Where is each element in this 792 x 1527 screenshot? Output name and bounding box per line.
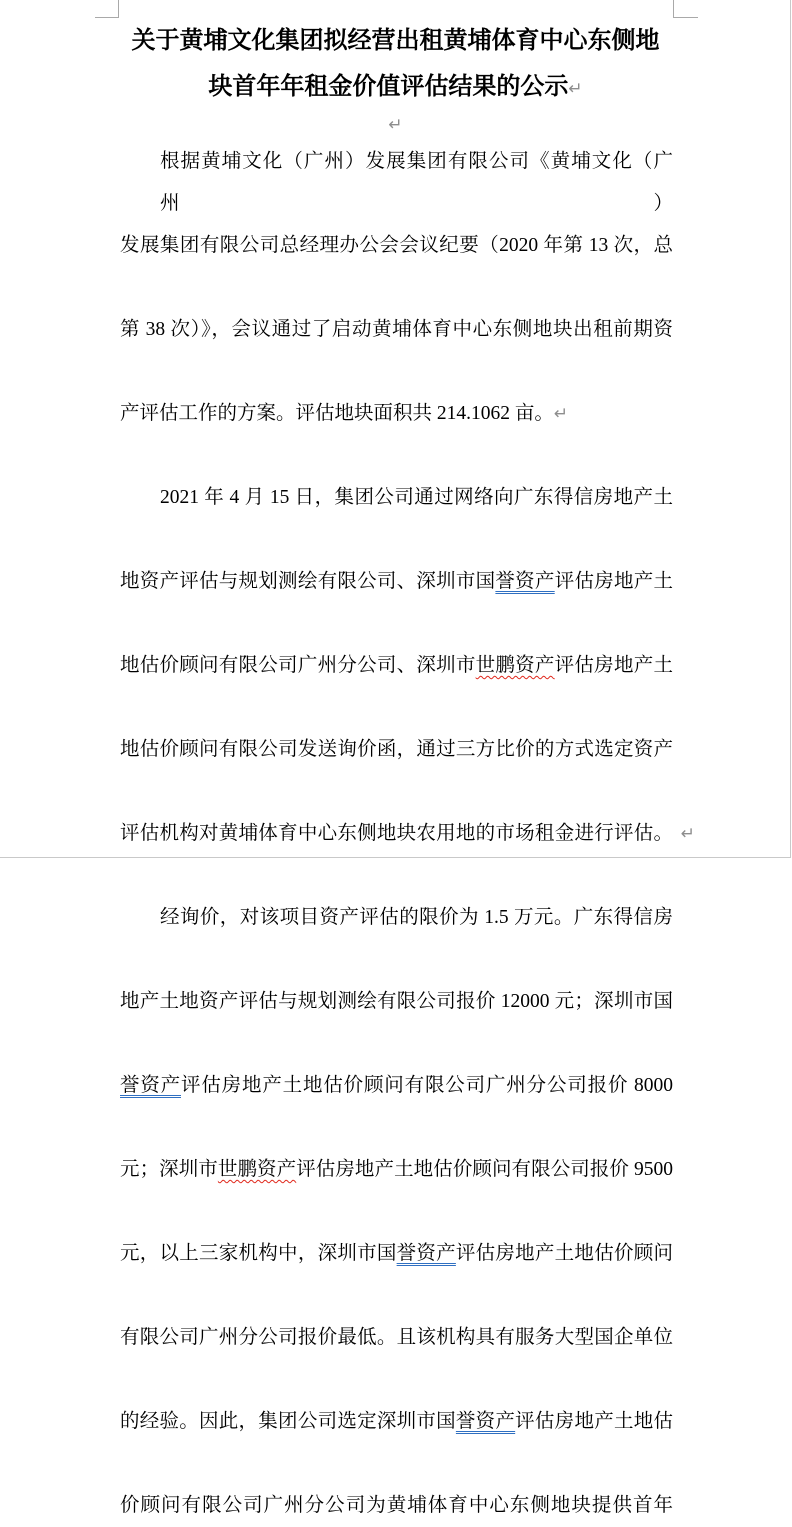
text-segment: 地产土地资产评估与规划测绘有限公司报价 12000 元；深圳市国 [120, 991, 673, 1012]
paragraph-mark-icon: ↵ [568, 79, 583, 99]
body-line-p3-l6 [120, 1317, 673, 1359]
body-line-p1-l2 [120, 225, 673, 267]
text-segment: 第 38 次）》，会议通过了启动黄埔体育中心东侧地块出租前期资 [120, 319, 673, 340]
text-segment: 产评估工作的方案。评估地块面积共 214.1062 亩。 [120, 403, 554, 424]
text-segment: 评估房地产土 [554, 655, 673, 676]
body-line-p3-l4 [120, 1149, 673, 1191]
spell-error-red-segment: 世鹏资产 [475, 655, 555, 676]
body-line-p2-l4 [120, 729, 673, 771]
spell-error-blue-segment: 誉资产 [120, 1075, 181, 1096]
text-segment: 发展集团有限公司总经理办公会会议纪要（2020 年第 13 次，总 [120, 235, 673, 256]
body-line-p3-l5 [120, 1233, 673, 1275]
text-segment: 经询价，对该项目资产评估的限价为 1.5 万元。广东得信房 [160, 907, 673, 928]
body-line-p3-l7 [120, 1401, 673, 1443]
title-line-1 [118, 18, 673, 64]
body-line-p2-l3 [120, 645, 673, 687]
body-line-p1-l1 [120, 141, 673, 214]
empty-paragraph-line [118, 110, 673, 141]
body-line-p2-l2 [120, 561, 673, 603]
text-segment: 根据黄埔文化（广州）发展集团有限公司《黄埔文化（广州） [160, 151, 673, 214]
title-text: 关于黄埔文化集团拟经营出租黄埔体育中心东侧地 [131, 28, 660, 54]
body-line-p3-l3 [120, 1065, 673, 1107]
title-line-2 [118, 64, 673, 110]
body-line-p3-l1 [120, 897, 673, 939]
text-segment: 评估房地产土地估价顾问 [455, 1243, 673, 1264]
body-line-p2-l1 [120, 477, 673, 519]
text-segment: 地估价顾问有限公司发送询价函，通过三方比价的方式选定资产 [120, 739, 673, 760]
text-segment: 地资产评估与规划测绘有限公司、深圳市国 [120, 571, 496, 592]
text-segment: 评估房地产土地估价顾问有限公司报价 9500 [296, 1159, 673, 1180]
body-line-p1-l3 [120, 309, 673, 351]
text-segment: 评估房地产土 [554, 571, 673, 592]
body-line-p3-l2 [120, 981, 673, 1023]
text-segment: 2021 年 4 月 15 日，集团公司通过网络向广东得信房地产土 [160, 487, 673, 508]
text-segment: 有限公司广州分公司报价最低。且该机构具有服务大型国企单位 [120, 1327, 673, 1348]
paragraph-mark-icon: ↵ [680, 824, 695, 844]
spell-error-blue-segment: 誉资产 [495, 571, 555, 592]
paragraph-mark-icon: ↵ [553, 404, 569, 424]
text-segment: 评估房地产土地估 [515, 1411, 673, 1432]
text-segment: 价顾问有限公司广州分公司为黄埔体育中心东侧地块提供首年 [120, 1495, 673, 1516]
text-segment: 的经验。因此，集团公司选定深圳市国 [120, 1411, 456, 1432]
body-line-p1-l4 [120, 393, 673, 435]
text-segment: 元；深圳市 [120, 1159, 218, 1180]
text-segment: 元，以上三家机构中，深圳市国 [120, 1243, 397, 1264]
spell-error-blue-segment: 誉资产 [396, 1243, 456, 1264]
spell-error-red-segment: 世鹏资产 [217, 1159, 297, 1180]
title-text: 块首年年租金价值评估结果的公示 [208, 74, 569, 100]
body-line-p2-l5 [120, 813, 695, 855]
text-segment: 评估机构对黄埔体育中心东侧地块农用地的市场租金进行评估。 [120, 823, 673, 844]
paragraph-mark-icon: ↵ [388, 115, 403, 135]
text-segment: 评估房地产土地估价顾问有限公司广州分公司报价 8000 [181, 1075, 673, 1096]
spell-error-blue-segment: 誉资产 [455, 1411, 516, 1432]
body-line-p3-l8 [120, 1485, 673, 1527]
text-segment: 地估价顾问有限公司广州分公司、深圳市 [120, 655, 476, 676]
